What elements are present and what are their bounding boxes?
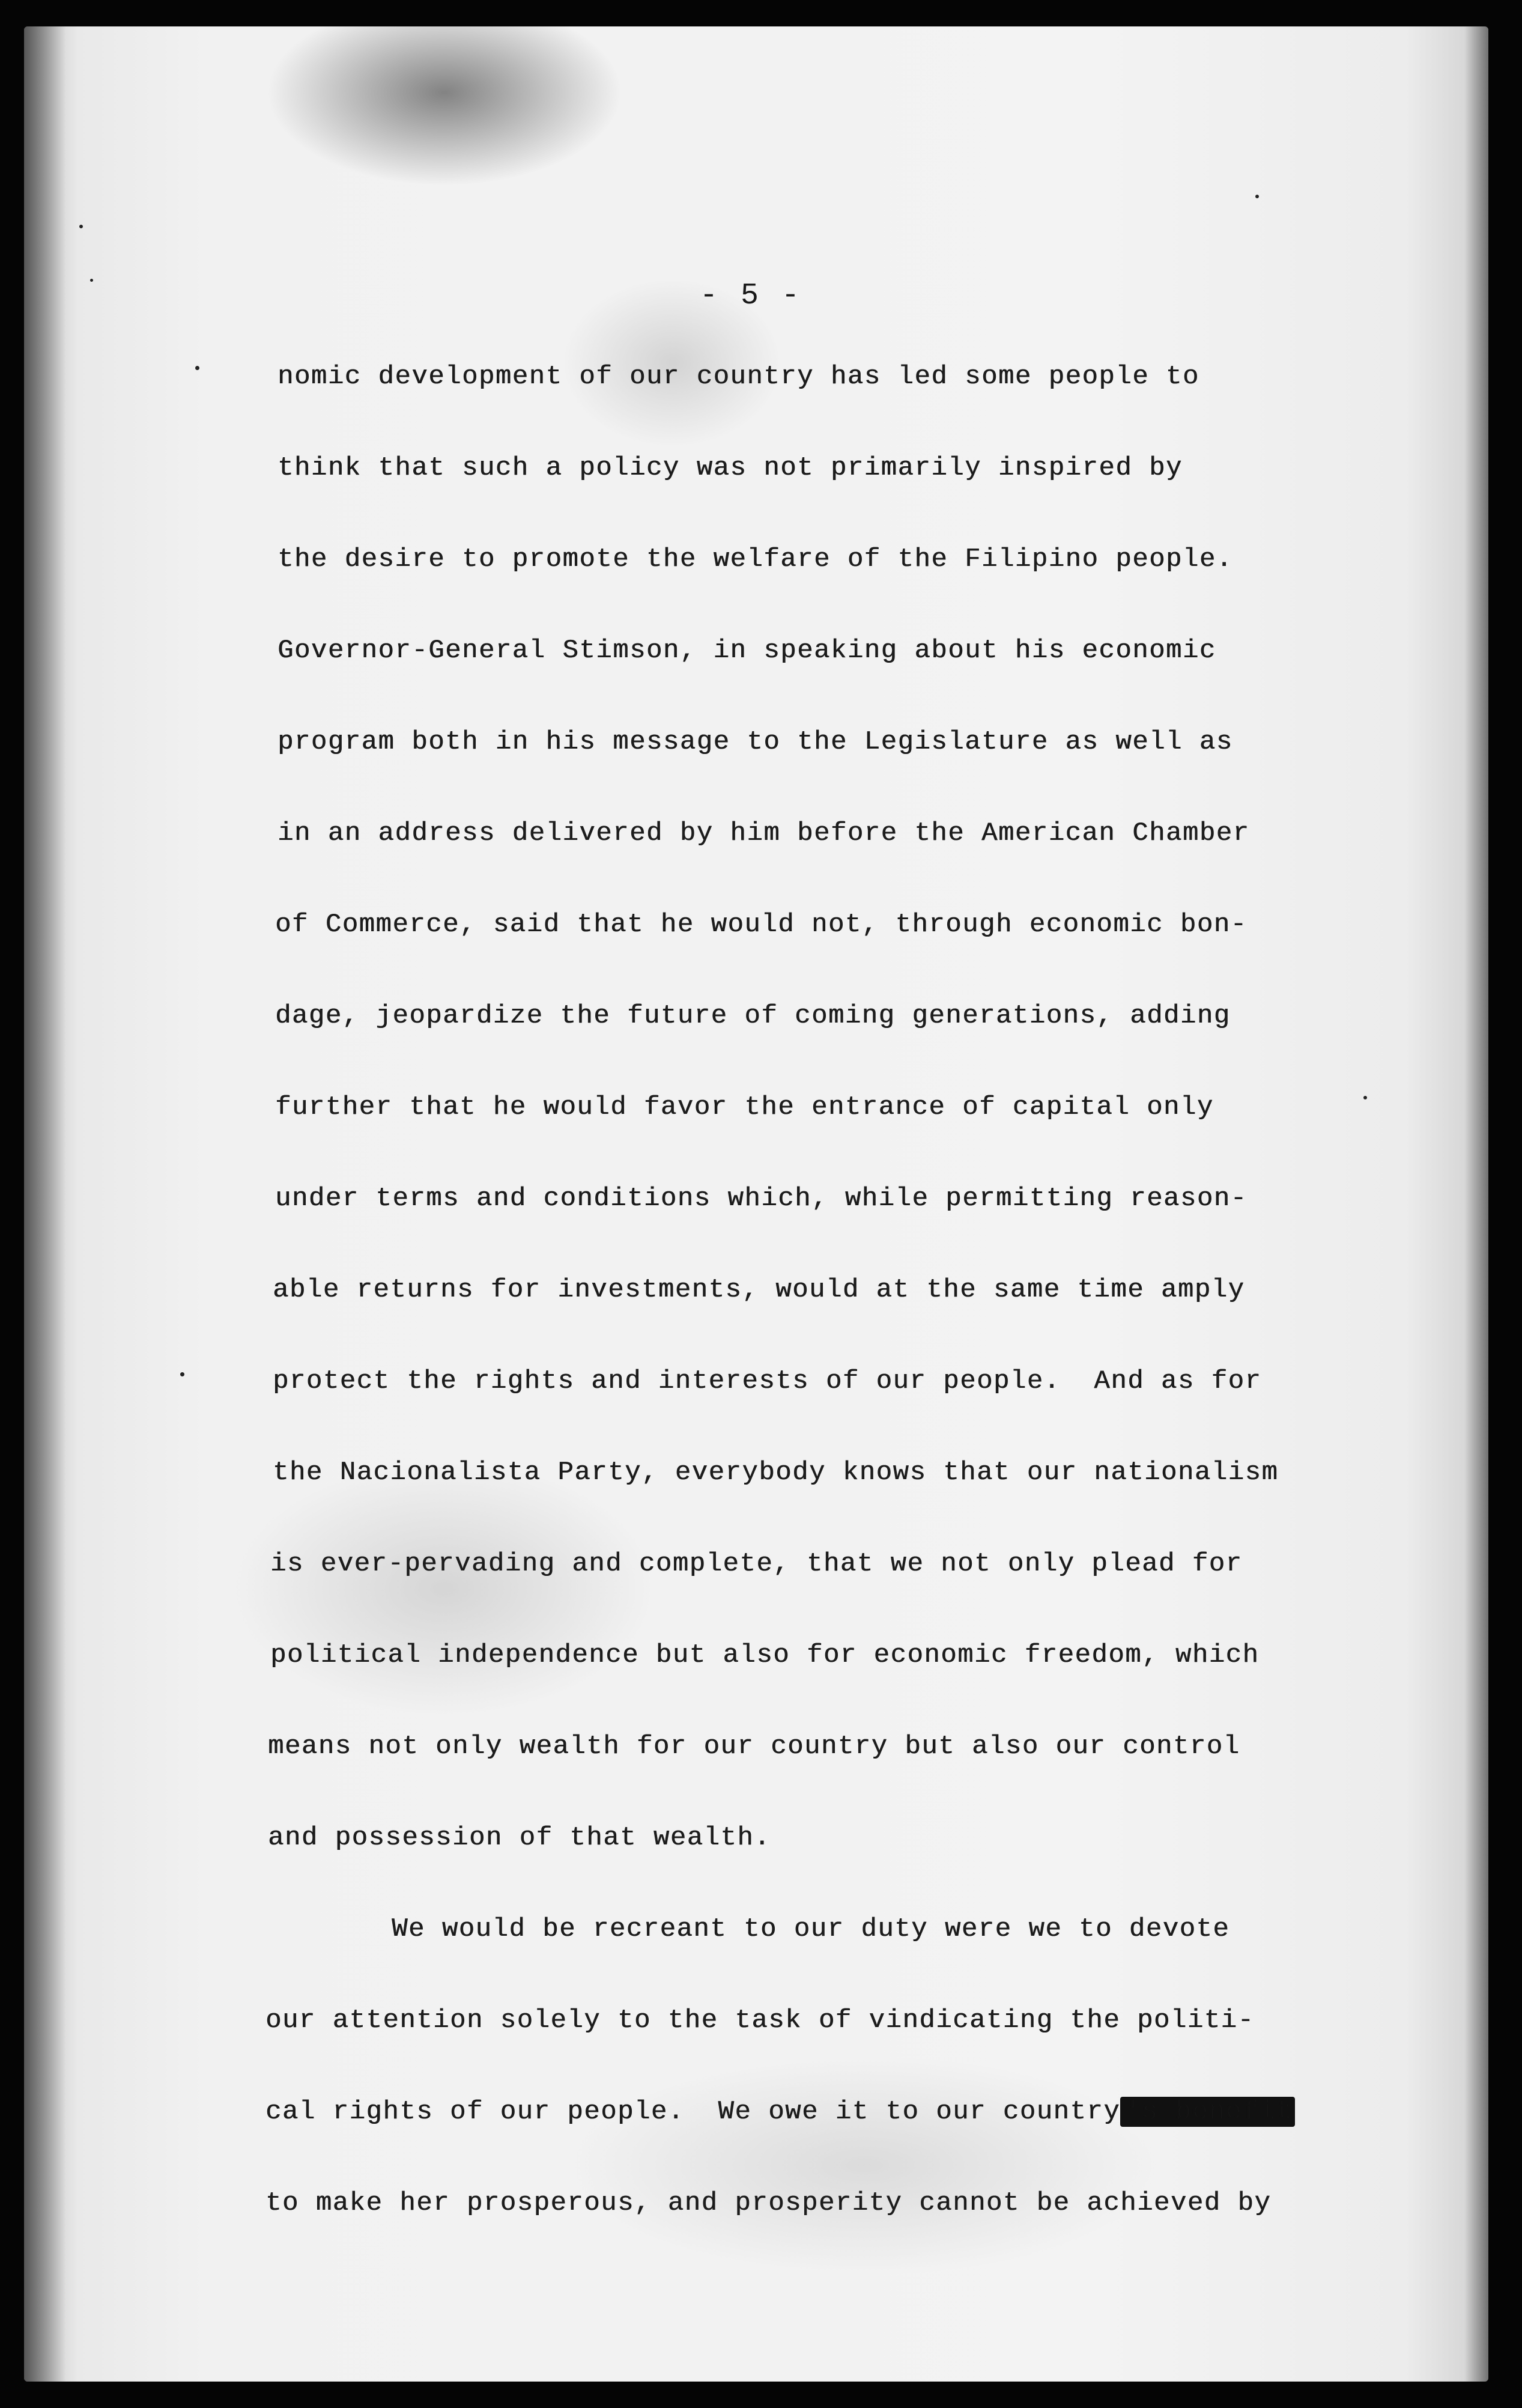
text-line: nomic development of our country has led some people to [277, 362, 1199, 392]
text-line: is ever-pervading and complete, that we not only plead for [270, 1549, 1243, 1579]
text-segment: cal rights of our people. We owe it to our country [265, 2097, 1121, 2127]
text-line: political independence but also for economic freedom, which [270, 1640, 1260, 1670]
page-number: - 5 - [699, 279, 802, 313]
text-line: able returns for investments, would at the same time amply [273, 1275, 1245, 1305]
struck-out-text: 's benefit [1120, 2097, 1295, 2127]
dust-speck [195, 366, 199, 370]
dust-speck [1255, 195, 1259, 198]
text-line: and possession of that wealth. [268, 1823, 771, 1853]
dust-speck [90, 279, 93, 282]
text-line: means not only wealth for our country but also our control [268, 1732, 1240, 1762]
text-line: to make her prosperous, and prosperity cannot be achieved by [265, 2188, 1272, 2218]
text-line: the desire to promote the welfare of the Filipino people. [277, 544, 1233, 574]
text-line: under terms and conditions which, while permitting reason- [275, 1184, 1248, 1214]
text-line: Governor-General Stimson, in speaking about his economic [277, 636, 1216, 666]
text-line: in an address delivered by him before the American Chamber [277, 818, 1250, 848]
text-line: protect the rights and interests of our people. And as for [273, 1366, 1262, 1396]
text-line: dage, jeopardize the future of coming generations, adding [275, 1001, 1231, 1031]
dust-speck [180, 1372, 184, 1376]
text-line: think that such a policy was not primarily inspired by [277, 453, 1183, 483]
text-line: further that he would favor the entrance of capital only [275, 1092, 1214, 1122]
body-text [24, 26, 1488, 2382]
dust-speck [1363, 1096, 1367, 1099]
dust-speck [79, 225, 83, 228]
typed-page [24, 26, 1488, 2382]
text-line: the Nacionalista Party, everybody knows that our nationalism [273, 1458, 1279, 1488]
text-line [265, 2097, 1295, 2127]
paragraph-first-line: We would be recreant to our duty were we to devote [392, 1914, 1230, 1944]
text-line: program both in his message to the Legislature as well as [277, 727, 1233, 757]
text-line: of Commerce, said that he would not, through economic bon- [275, 910, 1248, 940]
text-line: our attention solely to the task of vindicating the politi- [265, 2005, 1255, 2036]
